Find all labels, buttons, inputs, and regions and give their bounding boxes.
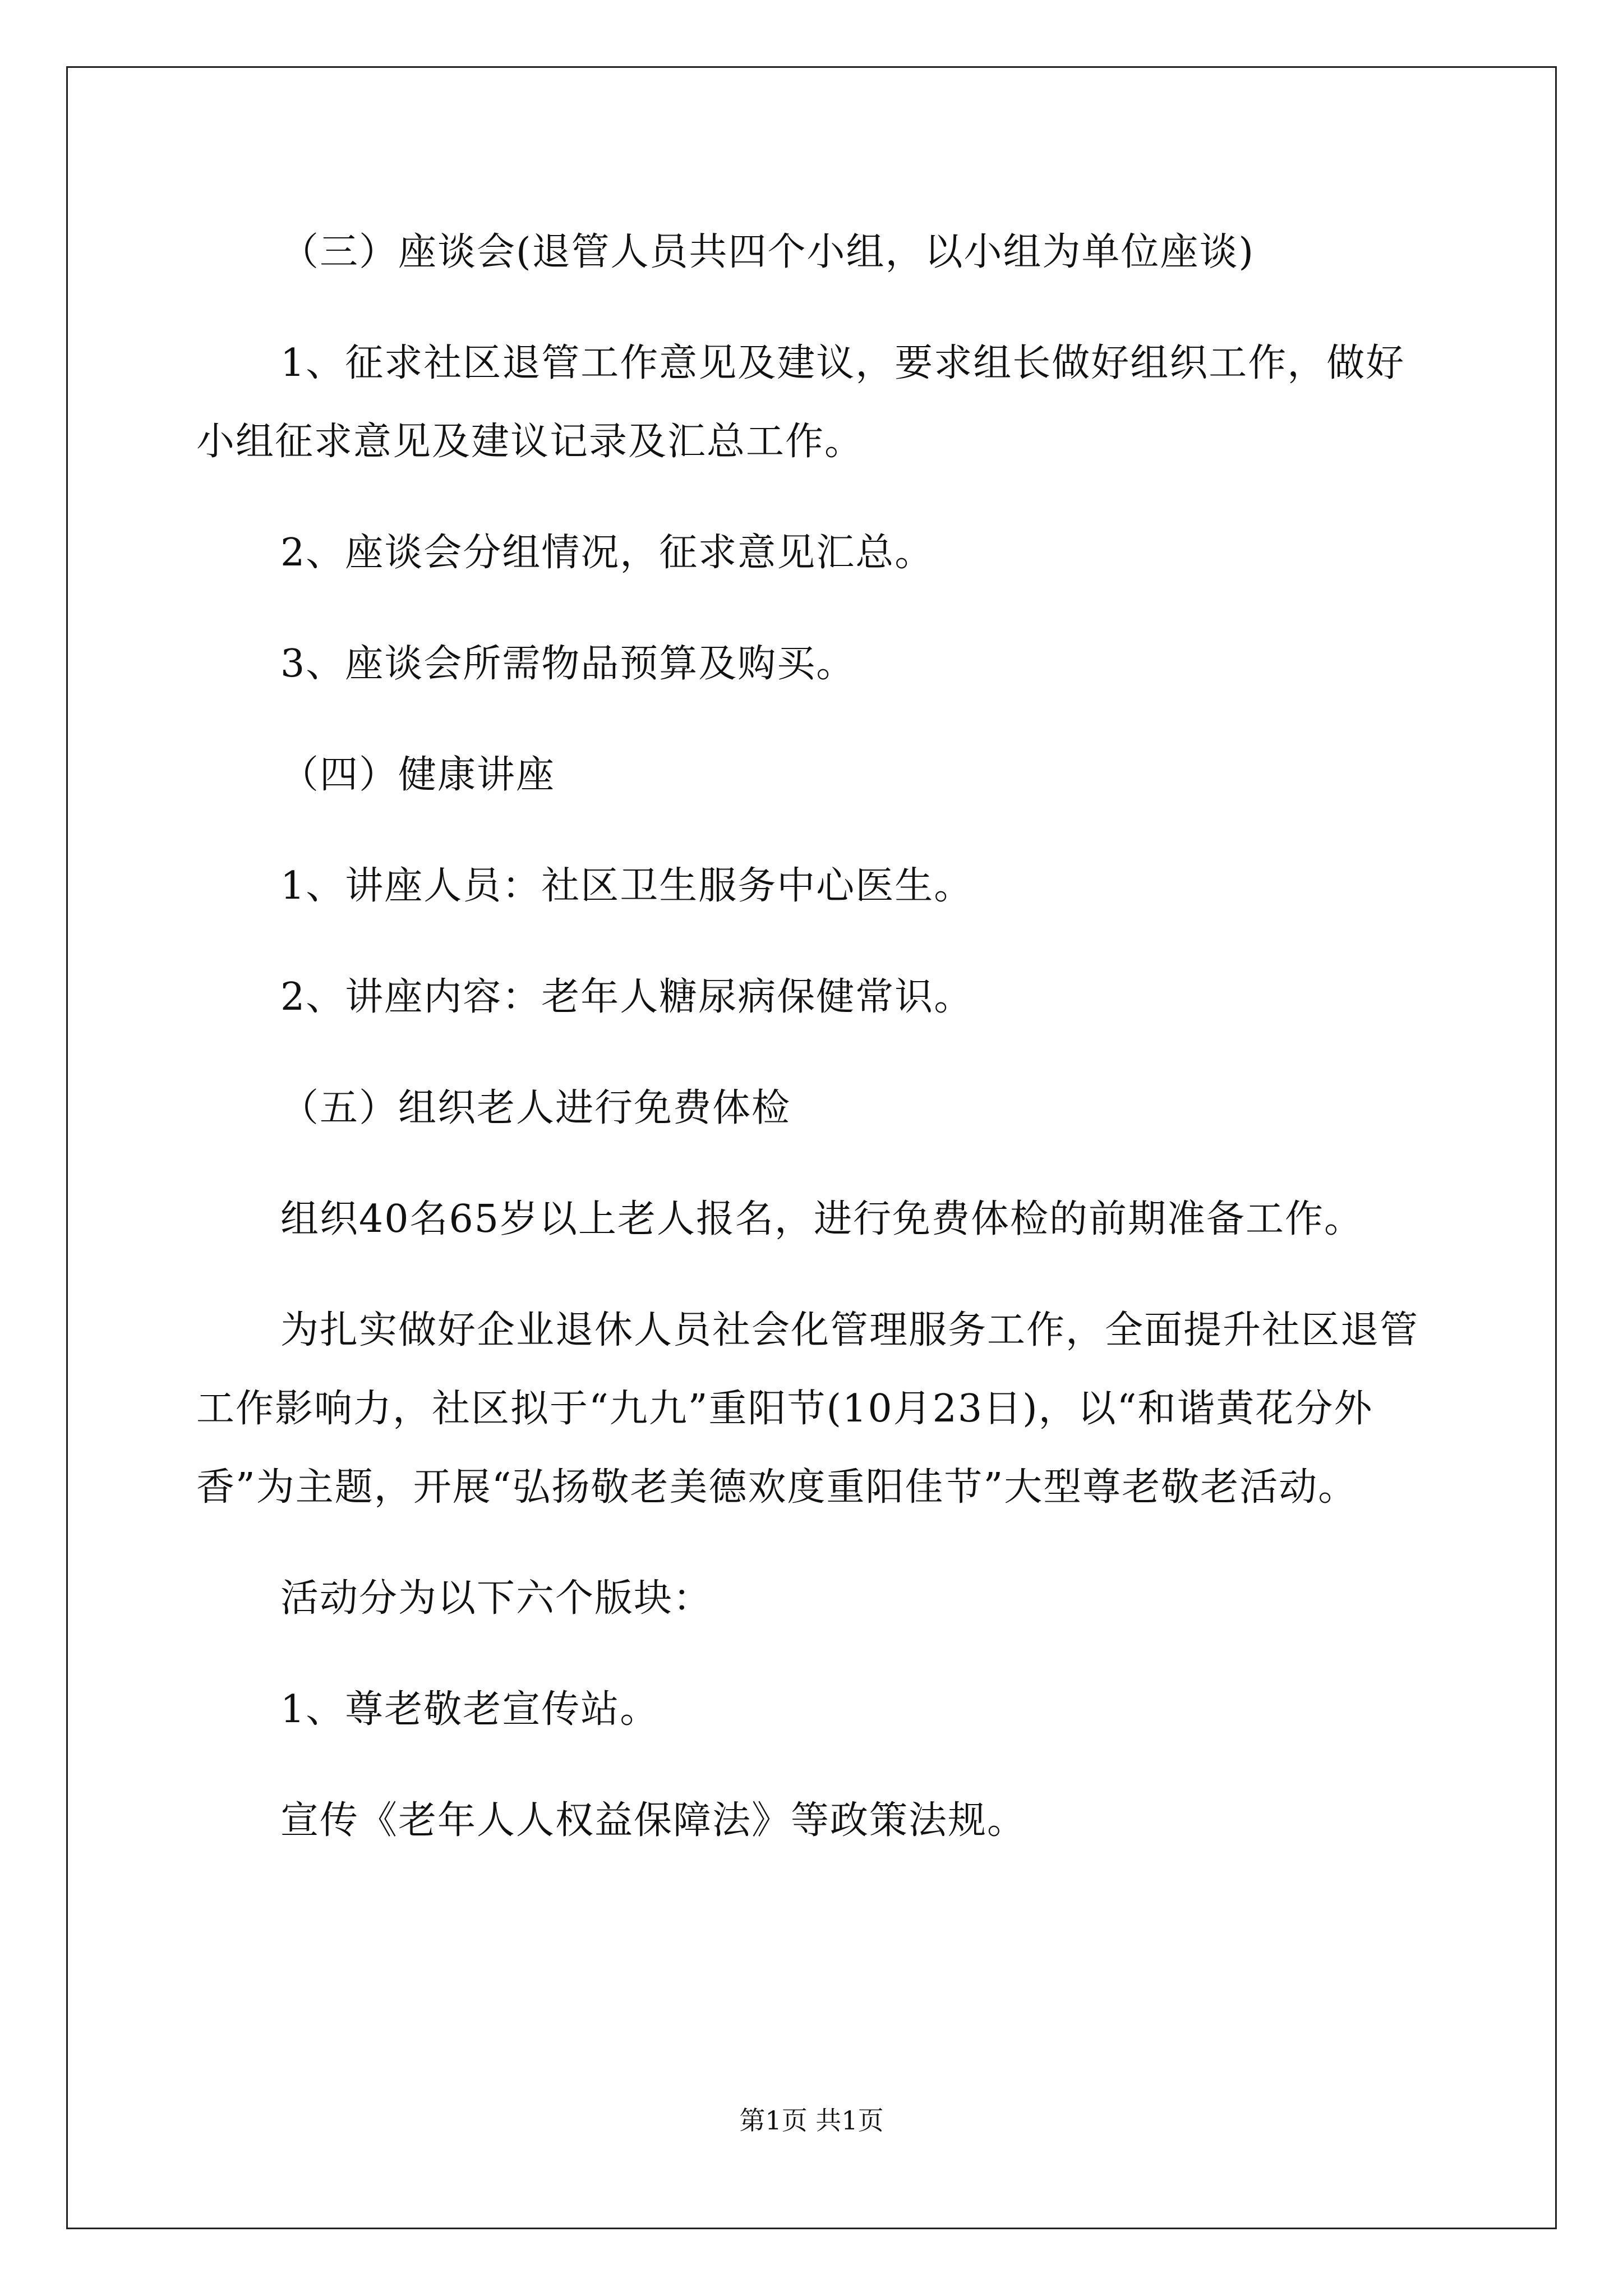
paragraph-section-1: 1、尊老敬老宣传站。 — [280, 1687, 660, 1732]
paragraph-lecturer: 1、讲座人员：社区卫生服务中心医生。 — [280, 864, 974, 908]
section-heading-3: （三）座谈会(退管人员共四个小组，以小组为单位座谈) — [280, 230, 1255, 274]
paragraph-item-3: 3、座谈会所需物品预算及购买。 — [280, 642, 856, 686]
section-heading-5: （五）组织老人进行免费体检 — [280, 1086, 791, 1130]
paragraph-item-1: 1、征求社区退管工作意见及建议，要求组长做好组织工作，做好小组征求意见及建议记录及汇总工作。 — [196, 341, 1405, 464]
section-heading-4: （四）健康讲座 — [280, 753, 556, 797]
paragraph-lecture-content: 2、讲座内容：老年人糖尿病保健常识。 — [280, 975, 974, 1019]
paragraph-promotion: 宣传《老年人人权益保障法》等政策法规。 — [280, 1798, 1027, 1843]
document-body — [196, 213, 1430, 1893]
paragraph-intro: 为扎实做好企业退休人员社会化管理服务工作，全面提升社区退管工作影响力，社区拟于“九九”重阳节(10月23日)，以“和谐黄花分外香”为主题，开展“弘扬敬老美德欢度重阳佳节”大型尊老敬老活动。 — [196, 1308, 1419, 1510]
paragraph-item-2: 2、座谈会分组情况，征求意见汇总。 — [280, 531, 934, 575]
page-number: 第1页 共1页 — [739, 2105, 884, 2136]
paragraph-sections-intro: 活动分为以下六个版块： — [280, 1576, 713, 1621]
paragraph-health-check: 组织40名65岁以上老人报名，进行免费体检的前期准备工作。 — [280, 1197, 1364, 1241]
